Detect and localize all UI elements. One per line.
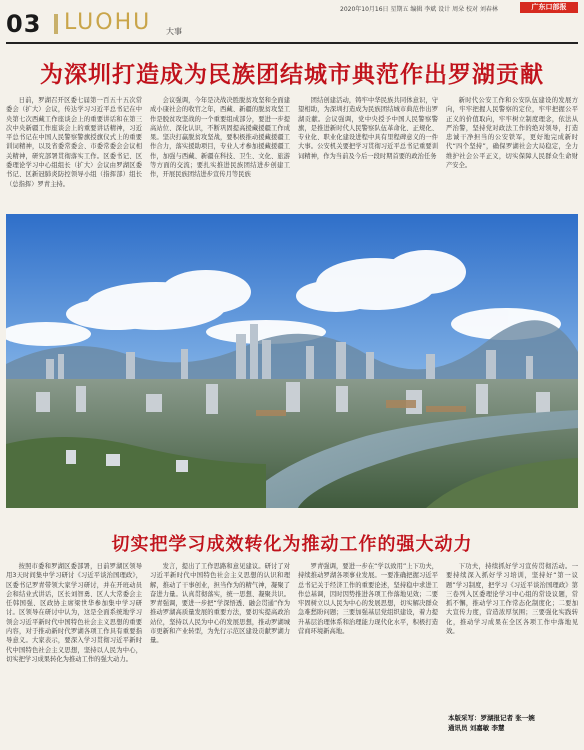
article2-column-4 bbox=[446, 562, 578, 708]
article1-column-2 bbox=[150, 96, 290, 208]
article2-paragraph: 下功夫，持续抓好学习宣传贯彻活动。一要持续深入抓好学习培训，坚持好“第一议题”学习制度，把学习《习近平谈治国理政》第三卷列入区委理论学习中心组的常设议题，常抓不懈，推动学习工作常态化制度化；二要加大宣传力度，营造浓厚氛围；三要强化实践转化，推动学习成果在全区各项工作中落地见效。 bbox=[446, 563, 578, 636]
article2-paragraph: 按照市委和罗湖区委部署，日前罗湖区领导用3天时间集中学习研讨《习近平谈治国理政》，区委书记罗青带领大家学习研讨，并在开班动员会和结业式讲话，区长刘智勇、区人大常委会主任韩国强、区政协主席梁世华参加集中学习研讨。区领导在研讨中认为，这是全面系统地学习领会习近平新时代中国特色社会主义思想的重要内容，对于推动新时代罗湖各项工作具有重要指导意义。大家表示，要深入学习贯彻习近平新时代中国特色社会主义思想，坚持以人民为中心，切实把学习成果转化为推动工作的强大动力。 bbox=[6, 563, 142, 663]
article2-paragraph: 发言，提出了工作思路和意见建议。研讨了对习近平新时代中国特色社会主义思想的认识和理解，推动了干事创业，担当作为的精气神，凝聚了奋进力量。认真贯彻落实，统一思想、凝聚共识。罗青强调，要进一步把“学深悟透、融会贯通”作为推动罗湖高质量发展的重要方法，要切实提高政治站位，坚持以人民为中心的发展思想，推动罗湖城市更新和产业转型，为先行示范区建设贡献罗湖力量。 bbox=[150, 563, 290, 645]
article1-column-1 bbox=[6, 96, 142, 208]
article1-column-4 bbox=[446, 96, 578, 208]
article1-paragraph: 新时代公安工作和公安队伍建设的发展方向，牢牢把握人民警察的定位，牢牢把握公平正义的价值取向，牢牢树立制度理念，依法从严治警，坚持党对政法工作的绝对领导，打造忠诚干净担当的公安铁军，更好地完成新时代“四个坚持”，确保罗湖社会大局稳定，全力维护社会公平正义，切实保障人民群众生命财产安全。 bbox=[446, 97, 578, 170]
article1-paragraph: 团结创建活动，铸牢中华民族共同体意识，守望相助，为深圳打造成为民族团结城市典范作出罗湖贡献。会议强调，党中央授予中国人民警察警旗，是推进新时代人民警察队伍革命化、正规化、专业化、职业化建设进程中具有里程碑意义的一件大事。公安机关要把学习贯彻习近平总书记重要训词精神，作为当前及今后一段时期首要的政治任务 bbox=[298, 97, 438, 160]
section-title: LUOHU bbox=[64, 10, 152, 35]
article1-column-3 bbox=[298, 96, 438, 208]
article2-column-3 bbox=[298, 562, 438, 748]
page-number: 03 bbox=[6, 10, 42, 38]
section-divider bbox=[54, 14, 58, 34]
byline-line: 通讯员 刘嘉敏 李慧 bbox=[448, 724, 505, 732]
header-rule bbox=[6, 42, 578, 44]
article2-headline: 切实把学习成效转化为推动工作的强大动力 bbox=[111, 534, 473, 555]
article2-column-1 bbox=[6, 562, 142, 748]
article1-paragraph: 会议强调，今年是决战决胜脱贫攻坚和全面建成小康社会的收官之年，西藏、新疆的脱贫攻坚工作是脱贫攻坚战的一个重要组成部分，要进一步提高站位、深化认识，不断巩固提高援藏援疆工作成果。坚决打赢脱贫攻坚战，要积极推动援藏援疆工作合力，落实援助项目，专业人才参加援藏援疆工作，加强与西藏、新疆在科技、卫生、文化、旅游等方面的交流；要扎实推进民族团结进步创建工作，开展民族团结进步宣传月等民族 bbox=[150, 97, 290, 179]
page-header bbox=[0, 0, 584, 44]
section-subtitle: 大事 bbox=[166, 27, 182, 36]
byline bbox=[448, 713, 578, 733]
article2-column-2 bbox=[150, 562, 290, 748]
city-panorama-photo bbox=[6, 214, 578, 508]
article2-paragraph: 罗青强调，要进一步在“学以致用”上下功夫，持续推动罗湖各项事业发展。一要准确把握习近平总书记关于经济工作的重要论述，坚持稳中求进工作总基调，因时因势推进各项工作落地见效；二要牢固树立以人民为中心的发展思想，切实解决群众急难愁盼问题；三要加强基层党组织建设，着力提升基层治理体系和治理能力现代化水平，积极打造营商环境新高地。 bbox=[298, 563, 438, 636]
byline-line: 本版采写：罗湖报记者 张一婉 bbox=[448, 714, 535, 722]
masthead-badge: 广东口部报 bbox=[520, 2, 578, 13]
article1-paragraph: 日前，罗湖召开区委七届第一百五十五次常委会（扩大）会议，传达学习习近平总书记在中央第七次西藏工作座谈会上的重要讲话和在第三次中央新疆工作座谈会上的重要讲话精神，习近平总书记在中国人民警察警旗授旗仪式上的重要训词精神，以及省委常委会、市委常委会会议相关精神，研究部署贯彻落实工作。区委书记、区委理论学习中心组组长（扩大）会议由罗湖区委书记、区新冠肺炎防控领导小组（指挥部）组长（总指挥）罗青主持。 bbox=[6, 97, 142, 188]
article1-headline: 为深圳打造成为民族团结城市典范作出罗湖贡献 bbox=[40, 62, 544, 88]
edition-meta: 2020年10月16日 星期五 编辑 李斌 设计 周朵 校对 刘春林 bbox=[340, 6, 498, 13]
